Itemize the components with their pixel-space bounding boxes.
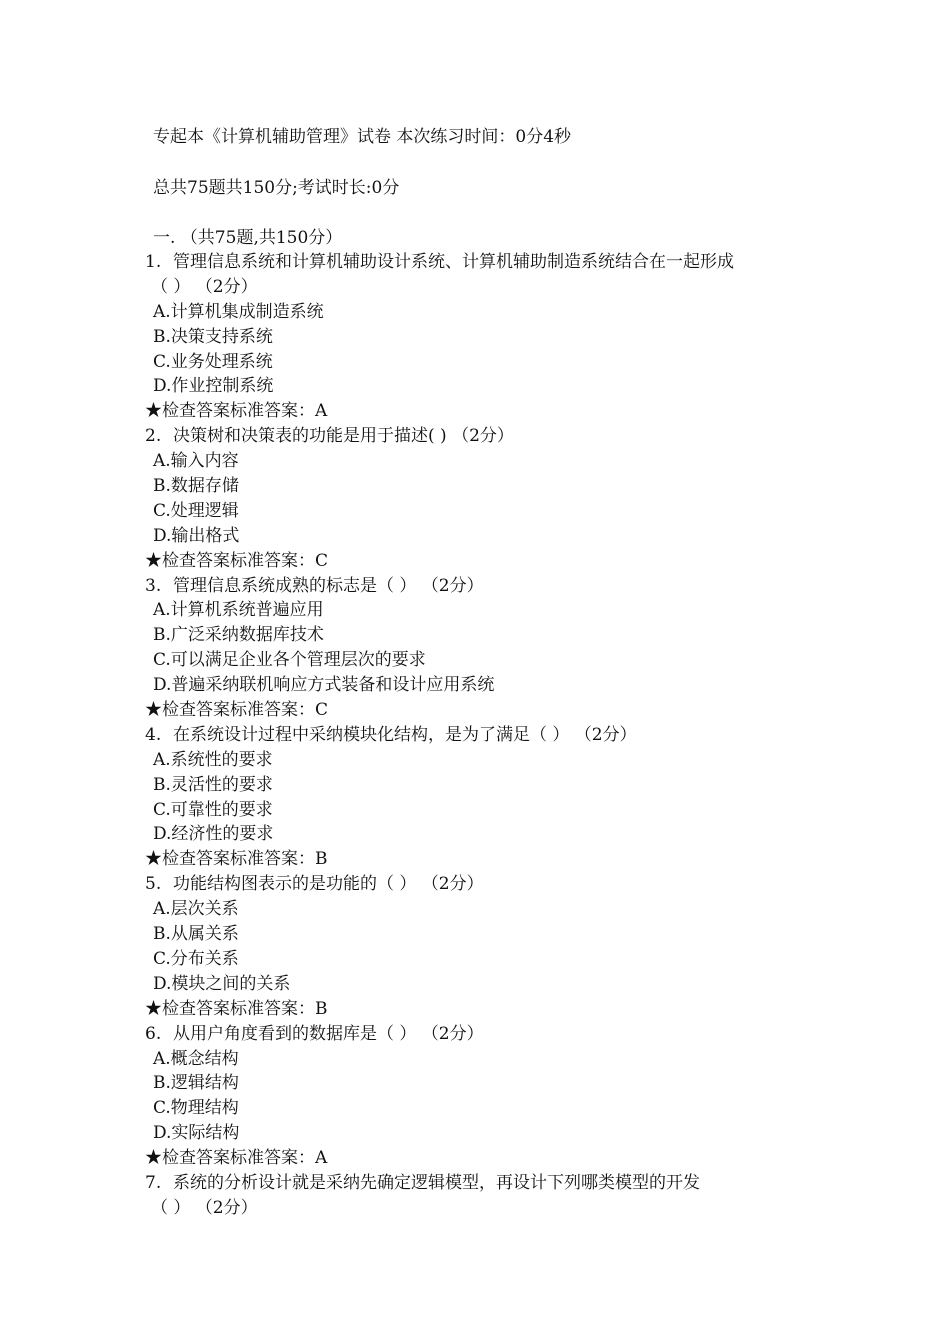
question-item [145, 872, 845, 1021]
question-text-continuation: （ ） （2分） [151, 276, 258, 297]
standard-answer: ★检查答案标准答案：B [145, 998, 328, 1019]
question-item [145, 1171, 845, 1221]
question-number: 5. [145, 874, 162, 895]
question-item [145, 1022, 845, 1171]
answer-option: B.灵活性的要求 [153, 774, 273, 795]
question-item [145, 723, 845, 872]
answer-option: A.层次关系 [153, 899, 239, 920]
question-number: 1. [145, 252, 162, 272]
question-number: 7. [145, 1172, 162, 1193]
question-stem [145, 872, 845, 897]
exam-title: 专起本《计算机辅助管理》试卷 本次练习时间：0分4秒 [153, 127, 572, 147]
question-text: 从用户角度看到的数据库是（ ） （2分） [173, 1023, 484, 1044]
answer-option: D.模块之间的关系 [153, 973, 291, 994]
answer-option: D.输出格式 [153, 525, 240, 546]
question-stem [145, 1171, 845, 1196]
answer-option: A.系统性的要求 [153, 749, 273, 770]
question-stem [145, 1022, 845, 1047]
question-stem [145, 424, 845, 449]
answer-option: B.数据存储 [153, 476, 239, 497]
standard-answer: ★检查答案标准答案：B [145, 849, 328, 870]
question-item [145, 574, 845, 723]
question-list [145, 250, 845, 1221]
answer-option: D.实际结构 [153, 1123, 240, 1144]
answer-option: D.作业控制系统 [153, 376, 274, 397]
answer-option: C.处理逻辑 [153, 500, 239, 521]
answer-option: D.普遍采纳联机响应方式装备和设计应用系统 [153, 675, 495, 696]
answer-option: B.决策支持系统 [153, 326, 273, 347]
answer-option: A.计算机系统普遍应用 [153, 600, 324, 621]
answer-option: A.计算机集成制造系统 [153, 301, 324, 322]
question-stem [145, 723, 845, 748]
question-number: 6. [145, 1023, 162, 1044]
standard-answer: ★检查答案标准答案：A [145, 401, 328, 422]
section-heading: 一. （共75题,共150分） [153, 228, 343, 248]
question-text: 管理信息系统和计算机辅助设计系统、计算机辅助制造系统结合在一起形成 [173, 252, 734, 272]
question-item [145, 250, 845, 424]
question-text: 管理信息系统成熟的标志是（ ） （2分） [173, 575, 484, 596]
question-text: 功能结构图表示的是功能的（ ） （2分） [173, 874, 484, 895]
answer-option: C.分布关系 [153, 948, 239, 969]
question-text-continuation: （ ） （2分） [151, 1197, 258, 1218]
answer-option: D.经济性的要求 [153, 824, 274, 845]
answer-option: C.可靠性的要求 [153, 799, 273, 820]
question-text: 在系统设计过程中采纳模块化结构，是为了满足（ ） （2分） [173, 724, 637, 745]
standard-answer: ★检查答案标准答案：C [145, 700, 329, 721]
question-stem [145, 574, 845, 599]
answer-option: C.可以满足企业各个管理层次的要求 [153, 650, 426, 671]
question-text: 系统的分析设计就是采纳先确定逻辑模型，再设计下列哪类模型的开发 [173, 1172, 700, 1193]
question-text: 决策树和决策表的功能是用于描述( ) （2分） [173, 426, 514, 447]
answer-option: A.概念结构 [153, 1048, 239, 1069]
standard-answer: ★检查答案标准答案：A [145, 1148, 328, 1169]
question-number: 4. [145, 724, 162, 745]
answer-option: A.输入内容 [153, 451, 239, 472]
answer-option: B.从属关系 [153, 924, 239, 945]
answer-option: C.物理结构 [153, 1098, 239, 1119]
question-item [145, 424, 845, 573]
answer-option: B.广泛采纳数据库技术 [153, 625, 324, 646]
answer-option: B.逻辑结构 [153, 1073, 239, 1094]
standard-answer: ★检查答案标准答案：C [145, 550, 329, 571]
exam-summary: 总共75题共150分;考试时长:0分 [153, 178, 400, 198]
question-number: 2. [145, 426, 162, 447]
question-number: 3. [145, 575, 162, 596]
answer-option: C.业务处理系统 [153, 351, 273, 372]
question-stem [145, 250, 845, 275]
